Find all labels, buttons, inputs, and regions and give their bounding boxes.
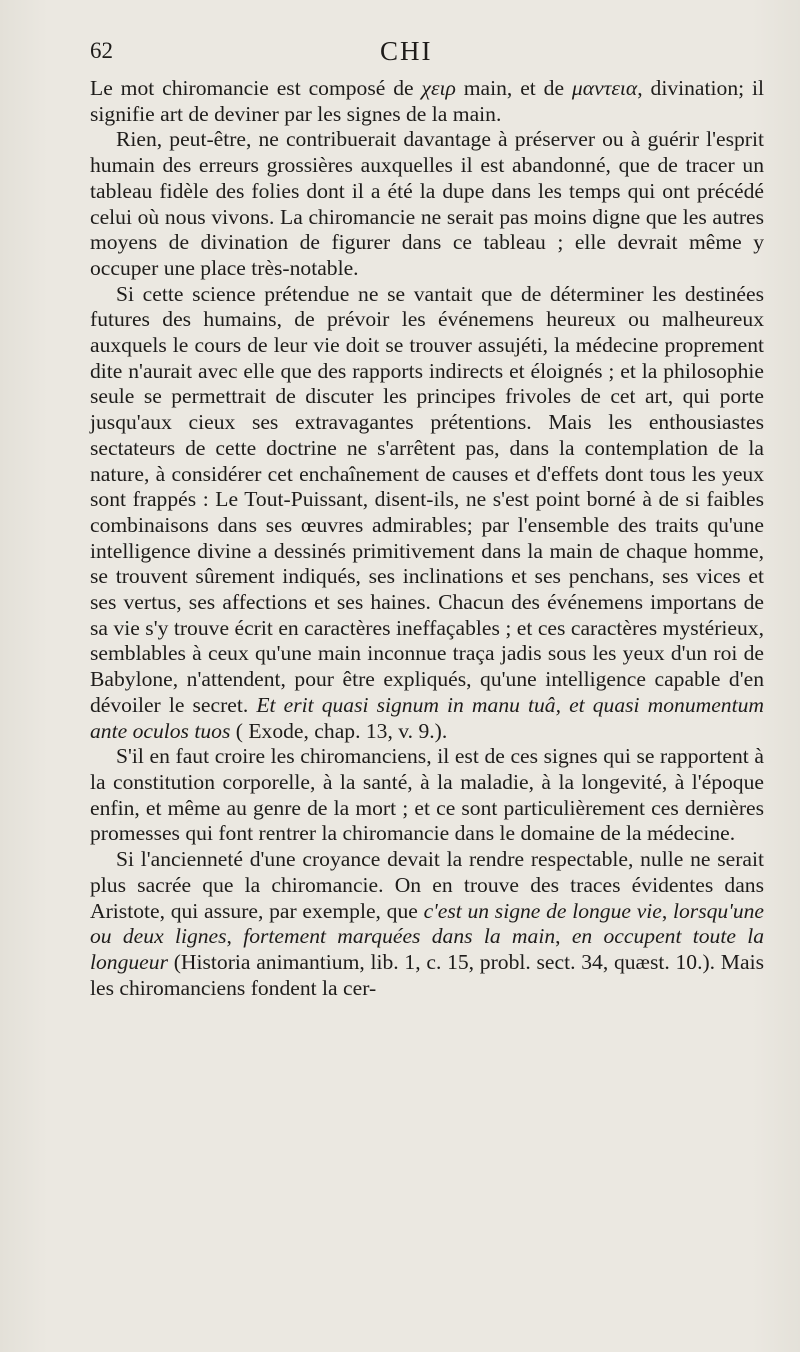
body-text	[90, 76, 764, 1001]
italic-run: μαντεια	[571, 76, 638, 100]
italic-run: Et erit quasi signum in manu tuâ, et quasi monumentum ante oculos tuos	[90, 692, 764, 743]
text-run: ,	[226, 924, 244, 949]
text-run: Si cette science prétendue ne se vantait que de déterminer les destinées futures des humains, de prévoir les événemens heureux ou malheureux auxquels le cours de leur vie doit se trouver assujéti, la médecine proprement dite n'aurait avec elle que des rapports indirects et éloignés ; et la philosophie seule se permettrait de discuter les principes frivoles de cet art, qui porte jusqu'aux cieux ses extravagantes prétentions. Mais les enthousiastes sectateurs de cette doctrine ne s'arrêtent pas, dans la contemplation de la nature, à considérer cet enchaînement de causes et d'effets dont tous les yeux sont frappés : Le Tout-Puissant, disent-ils, ne s'est point borné à de si faibles combinaisons dans ses œuvres admirables; par l'ensemble des traits qu'une intelligence divine a dessinés primitivement dans la main de chaque homme, se trouvent sûrement indiqués, ses inclinations et ses penchans, ses vices et ses vertus, ses affections et ses haines. Chacun des événemens importans de sa vie s'y trouve écrit en caractères ineffaçables ; et ces caractères mystérieux, semblables à ceux qu'une main inconnue traça jadis sous les yeux d'un roi de Babylone, n'attendent, pour être expliqués, qu'une intelligence capable d'en dévoiler le secret.	[90, 281, 764, 717]
running-title: CHI	[380, 36, 433, 66]
text-run: Si l'ancienneté d'une croyance devait la rendre respectable, nulle ne serait plus sacrée que la chiromancie. On en trouve des traces évidentes dans Aristote, qui assure, par exemple, que	[90, 847, 764, 923]
page-number: 62	[90, 38, 113, 63]
italic-run: c'est un signe de longue vie	[423, 898, 662, 923]
running-head	[90, 36, 764, 76]
italic-run: en occupent toute la longueur	[90, 924, 765, 974]
text-run: ( Exode, chap. 13, v. 9.).	[230, 718, 448, 743]
paragraph-tableau	[90, 127, 764, 281]
text-run: ,	[661, 898, 673, 923]
italic-run: fortement marquées dans la main	[243, 924, 556, 949]
text-run: Le mot chiromancie est composé de	[90, 76, 422, 100]
text-run: main, et de	[455, 76, 572, 100]
paragraph-science	[90, 282, 764, 745]
text-run: ,	[555, 924, 572, 949]
text-run: (Historia animantium, lib. 1, c. 15, probl. sect. 34, quæst. 10.). Mais les chiromanciens fondent la cer-	[90, 949, 764, 1000]
text-run: S'il en faut croire les chiromanciens, il est de ces signes qui se rapportent à la constitution corporelle, à la santé, à la maladie, à la longevité, à l'époque enfin, et même au genre de la mort ; et ce sont particulièrement ces dernières promesses qui font rentrer la chiromancie dans le domaine de la médecine.	[90, 744, 764, 846]
italic-run: lorsqu'une ou deux lignes	[90, 898, 764, 949]
text-run: Rien, peut-être, ne contribuerait davantage à préserver ou à guérir l'esprit humain des erreurs grossières auxquelles il est abandonné, que de tracer un tableau fidèle des folies dont il a été la dupe dans les temps qui ont précédé celui où nous vivons. La chiromancie ne serait pas moins digne que les autres moyens de divination de figurer dans ce tableau ; elle devrait même y occuper une place très-notable.	[90, 127, 764, 280]
paragraph-etymology	[90, 76, 764, 127]
paragraph-anciennete	[90, 847, 764, 1001]
text-run: , divination; il signifie art de deviner par les signes de la main.	[90, 76, 764, 126]
paragraph-signes	[90, 744, 764, 847]
italic-run: χειρ	[421, 76, 456, 100]
